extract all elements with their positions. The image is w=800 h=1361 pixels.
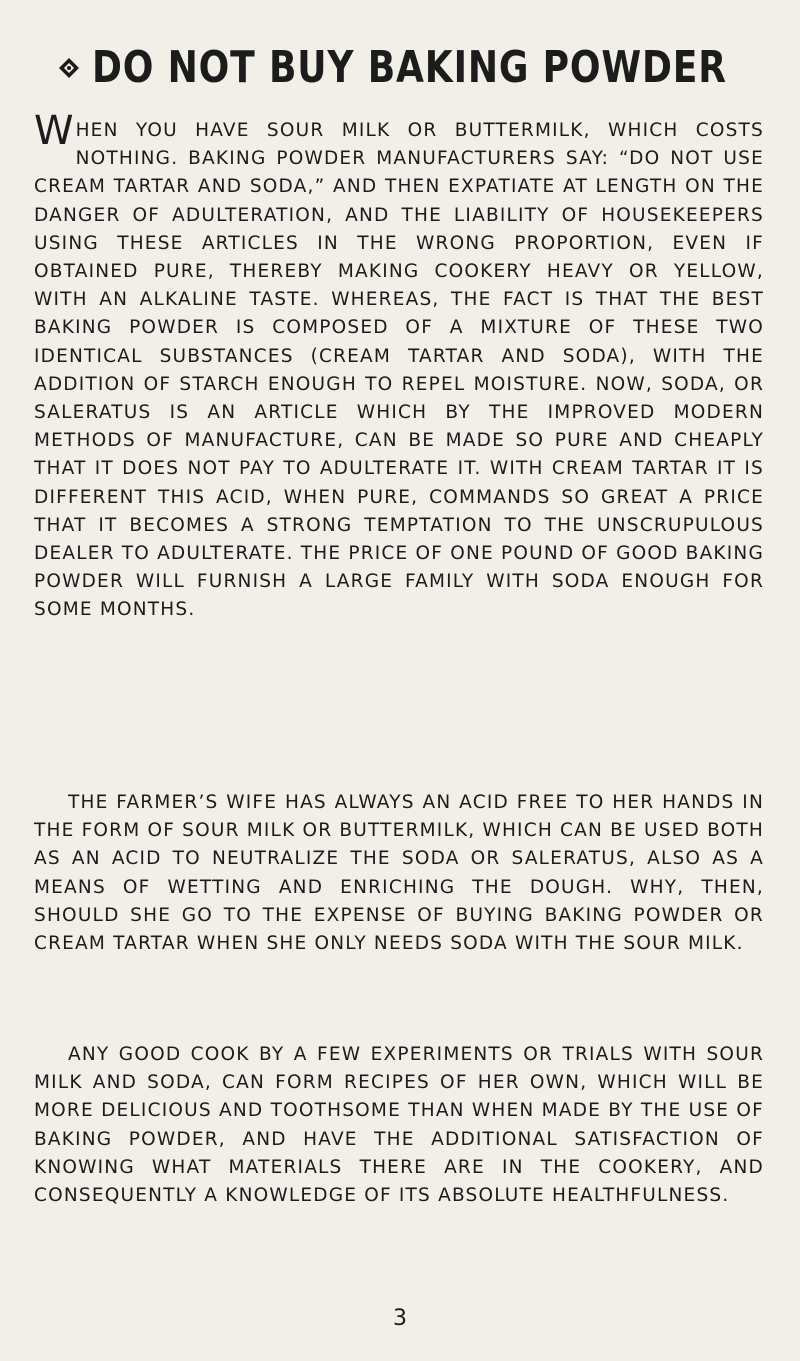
- page-number: 3: [393, 1306, 407, 1331]
- dropcap-letter: W: [34, 108, 74, 154]
- paragraph-3: ANY GOOD COOK BY A FEW EXPERIMENTS OR TRIALS WITH SOUR MILK AND SODA, CAN FORM RECIPES OF HER OWN, WHICH WILL BE MORE DELICIOUS AND TOOTHSOME THAN WHEN MADE BY THE USE OF BAKING POWDER, AND HAVE THE ADDITIONAL SATISFACTION OF KNOWING WHAT MATERIALS THERE ARE IN THE COOKERY, AND CONSEQUENTLY A KNOWLEDGE OF ITS ABSOLUTE HEALTHFULNESS.: [34, 1044, 764, 1207]
- page-title: DO NOT BUY BAKING POWDER: [92, 42, 727, 93]
- paragraph-2: THE FARMER’S WIFE HAS ALWAYS AN ACID FREE TO HER HANDS IN THE FORM OF SOUR MILK OR BUTTERMILK, WHICH CAN BE USED BOTH AS AN ACID TO NEUTRALIZE THE SODA OR SALERATUS, ALSO AS A MEANS OF WETTING AND ENRICHING THE DOUGH. WHY, THEN, SHOULD SHE GO TO THE EXPENSE OF BUYING BAKING POWDER OR CREAM TARTAR WHEN SHE ONLY NEEDS SODA WITH THE SOUR MILK.: [34, 792, 765, 955]
- title-row: [58, 38, 800, 98]
- paragraph-1-text: HEN YOU HAVE SOUR MILK OR BUTTERMILK, WHICH COSTS NOTHING. BAKING POWDER MANUFACTURERS SAY: “DO NOT USE CREAM TARTAR AND SODA,” AND THEN EXPATIATE AT LENGTH ON THE DANGER OF ADULTERATION, AND THE LIABILITY OF HOUSEKEEPERS USING THESE ARTICLES IN THE WRONG PROPORTION, EVEN IF OBTAINED PURE, THEREBY MAKING COOKERY HEAVY OR YELLOW, WITH AN ALKALINE TASTE. WHEREAS, THE FACT IS THAT THE BEST BAKING POWDER IS COMPOSED OF A MIXTURE OF THESE TWO IDENTICAL SUBSTANCES (CREAM TARTAR AND SODA), WITH THE ADDITION OF STARCH ENOUGH TO REPEL MOISTURE. NOW, SODA, OR SALERATUS IS AN ARTICLE WHICH BY THE IMPROVED MODERN METHODS OF MANUFACTURE, CAN BE MADE SO PURE AND CHEAPLY THAT IT DOES NOT PAY TO ADULTERATE IT. WITH CREAM TARTAR IT IS DIFFERENT THIS ACID, WHEN PURE, COMMANDS SO GREAT A PRICE THAT IT BECOMES A STRONG TEMPTATION TO THE UNSCRUPULOUS DEALER TO ADULTERATE. THE PRICE OF ONE POUND OF GOOD BAKING POWDER WILL FURNISH A LARGE FAMILY WITH SODA ENOUGH FOR SOME MONTHS.: [34, 120, 764, 621]
- paragraph-1: [34, 108, 764, 625]
- diamond-ornament-icon: [58, 57, 80, 79]
